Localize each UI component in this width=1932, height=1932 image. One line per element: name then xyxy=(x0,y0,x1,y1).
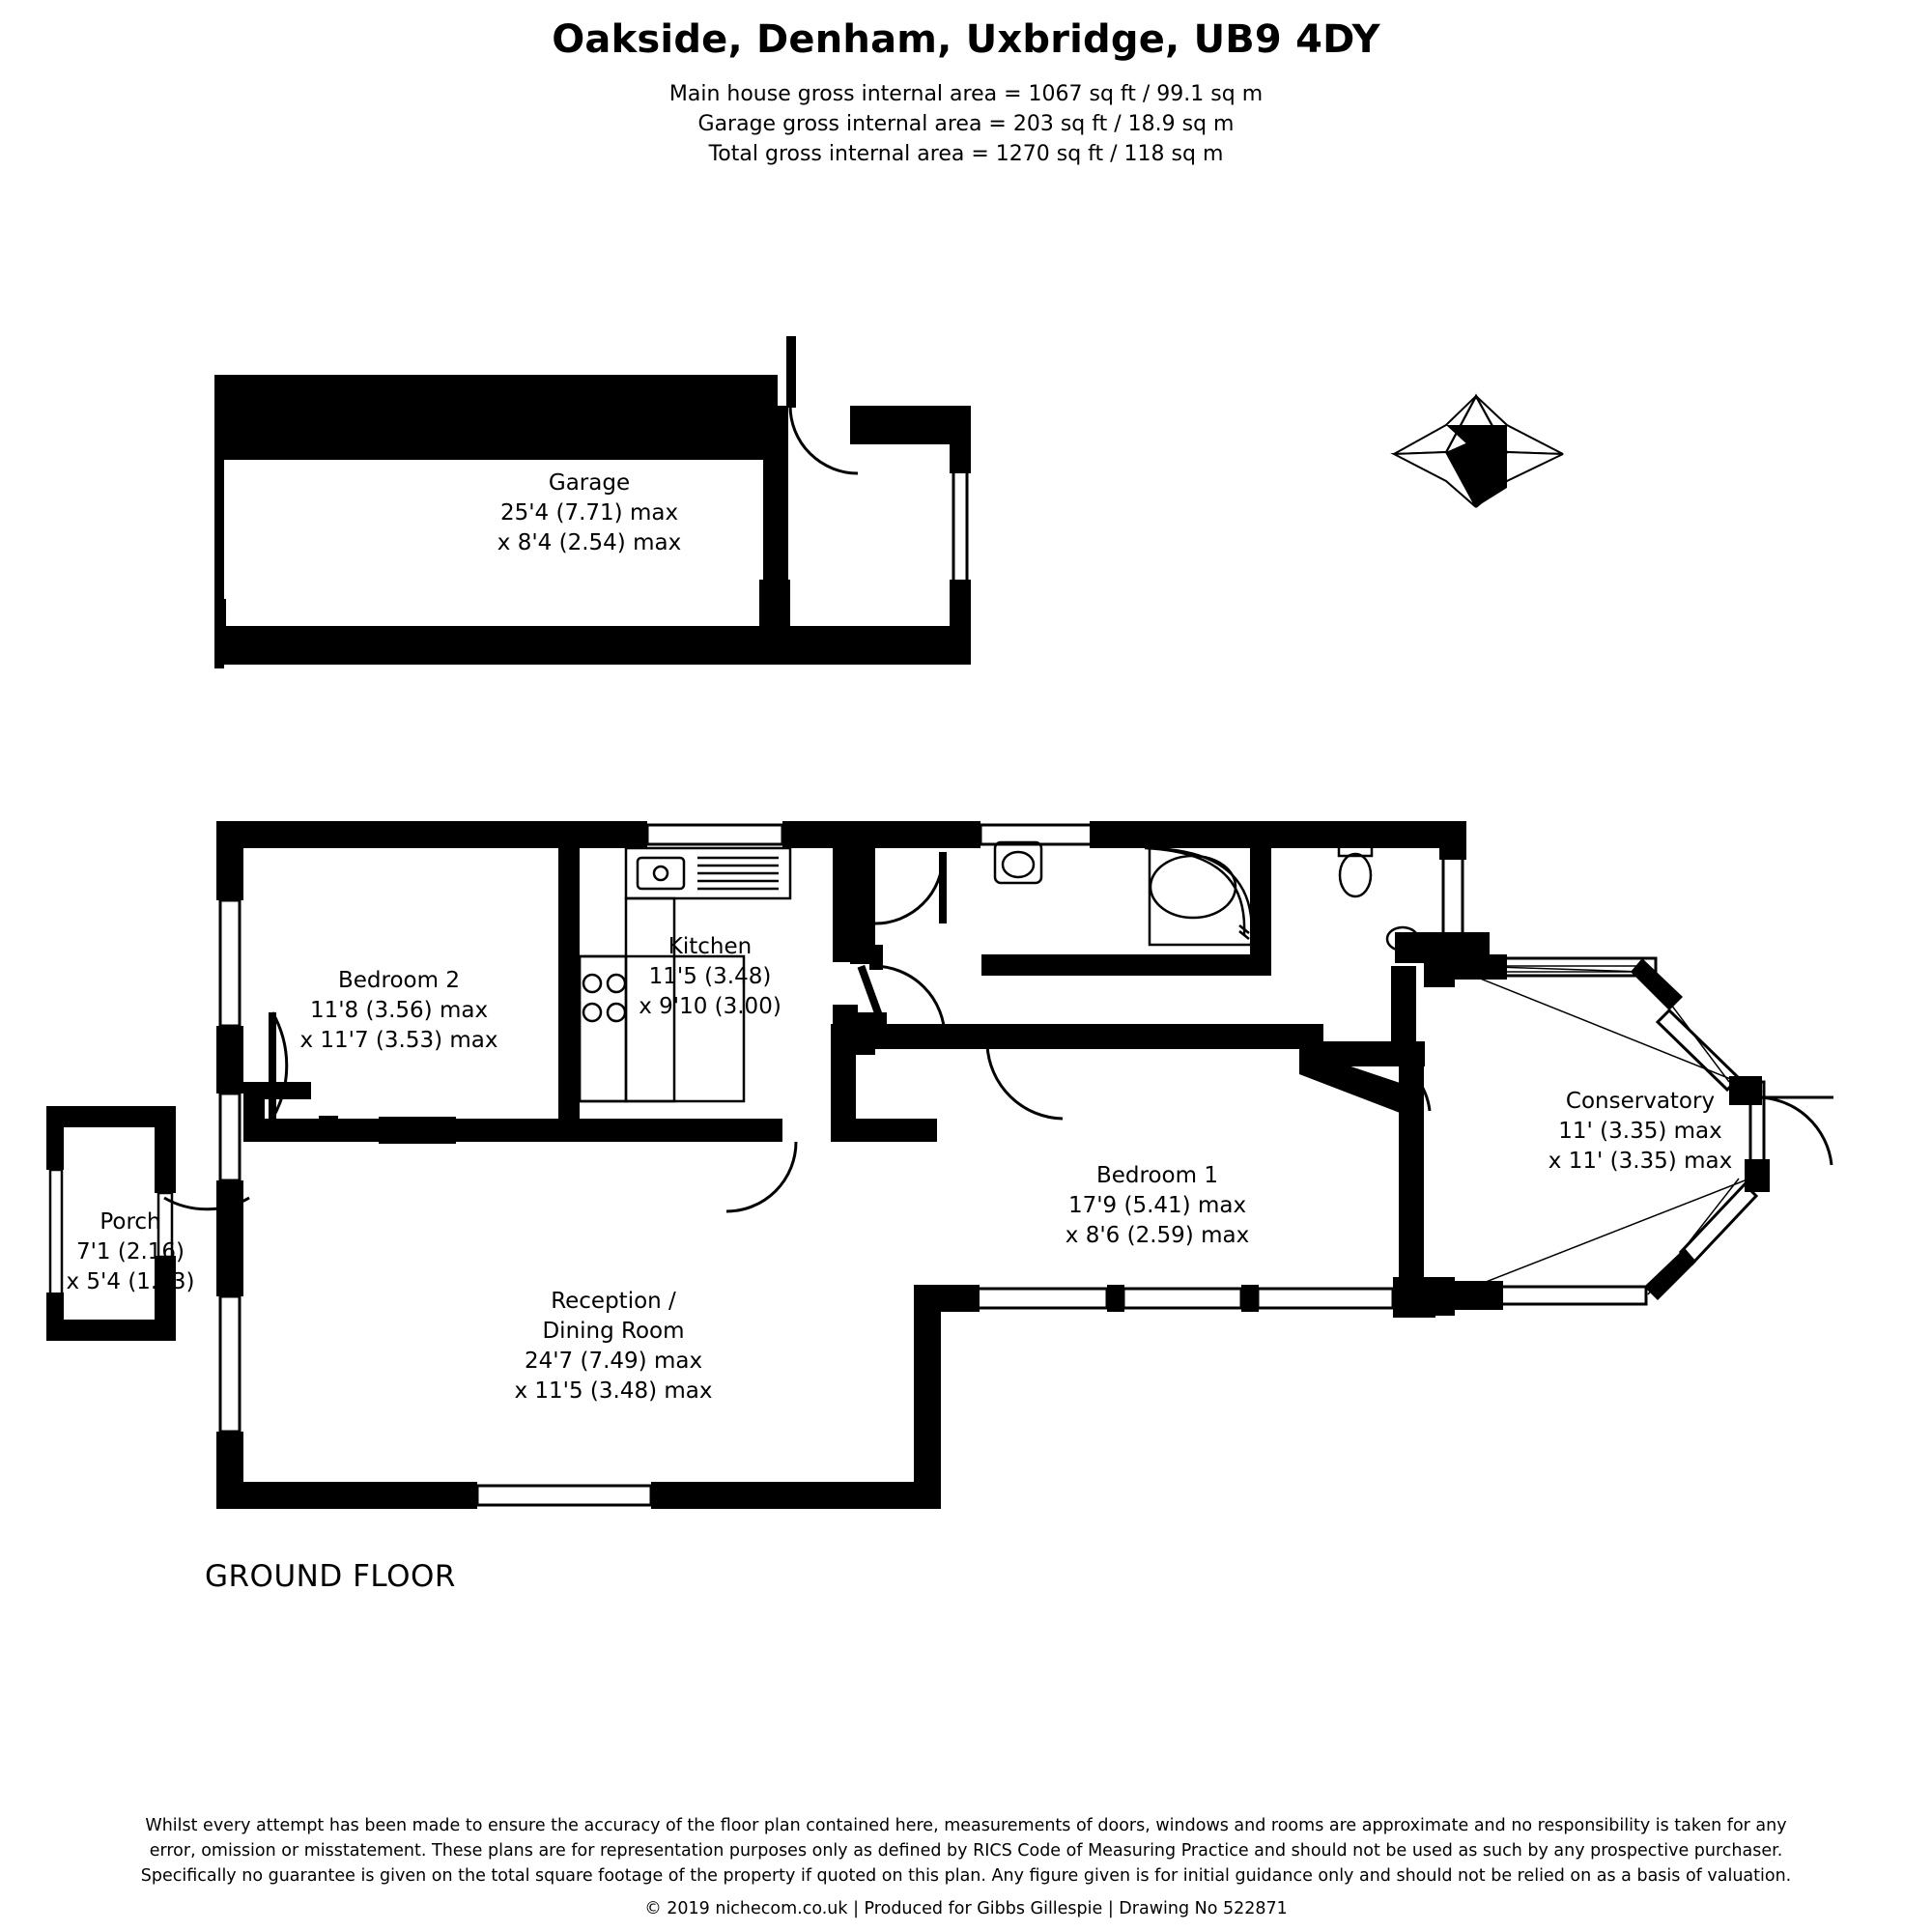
room-dim-1: 11' (3.35) max xyxy=(1558,1119,1722,1144)
room-label-kitchen xyxy=(599,932,821,1022)
room-label-porch xyxy=(34,1208,227,1297)
room-name: Kitchen xyxy=(668,934,753,959)
room-label-bedroom-2 xyxy=(259,966,539,1056)
room-dim-2: x 9'10 (3.00) xyxy=(639,994,781,1019)
room-name: Bedroom 2 xyxy=(338,968,460,993)
bathroom-fixtures xyxy=(995,838,1418,951)
room-name: Garage xyxy=(548,470,631,496)
page-title: Oakside, Denham, Uxbridge, UB9 4DY xyxy=(552,17,1380,62)
floor-caption: GROUND FLOOR xyxy=(205,1559,456,1594)
room-name: Conservatory xyxy=(1565,1089,1716,1114)
room-dim-2: x 11'5 (3.48) max xyxy=(514,1378,713,1404)
room-label-bedroom-1 xyxy=(1012,1161,1302,1251)
room-label-conservatory xyxy=(1495,1087,1785,1177)
room-name-2: Dining Room xyxy=(542,1319,685,1344)
room-dim-2: x 5'4 (1.63) xyxy=(66,1269,195,1294)
room-dim-2: x 11'7 (3.53) max xyxy=(299,1028,498,1053)
room-dim-1: 11'8 (3.56) max xyxy=(309,998,489,1023)
room-label-reception-dining xyxy=(454,1287,773,1406)
disclaimer-line-3: Specifically no guarantee is given on the total square footage of the property if quoted on this plan. Any figure given is for initial guidance only and should not be relied on as a basis of valuation. xyxy=(140,1866,1792,1886)
area-garage: Garage gross internal area = 203 sq ft / 18.9 sq m xyxy=(697,112,1235,136)
compass-north-label: N xyxy=(1464,437,1487,467)
room-dim-1: 11'5 (3.48) xyxy=(648,964,772,989)
disclaimer xyxy=(0,1813,1932,1889)
disclaimer-line-1: Whilst every attempt has been made to ensure the accuracy of the floor plan contained here, measurements of doors, windows and rooms are approximate and no responsibility is taken for any xyxy=(145,1816,1787,1835)
room-dim-1: 25'4 (7.71) max xyxy=(499,500,679,526)
room-name: Bedroom 1 xyxy=(1096,1163,1218,1188)
room-dim-2: x 11' (3.35) max xyxy=(1548,1149,1733,1174)
area-main-house: Main house gross internal area = 1067 sq ft / 99.1 sq m xyxy=(668,82,1264,106)
room-dim-1: 17'9 (5.41) max xyxy=(1067,1193,1247,1218)
room-dim-2: x 8'6 (2.59) max xyxy=(1065,1223,1250,1248)
room-dim-1: 7'1 (2.16) xyxy=(75,1239,185,1264)
room-label-garage xyxy=(444,469,734,558)
room-dim-1: 24'7 (7.49) max xyxy=(524,1349,703,1374)
disclaimer-line-2: error, omission or misstatement. These plans are for representation purposes only as defined by RICS Code of Measuring Practice and should not be used as such by any prospective purchaser. xyxy=(149,1841,1783,1861)
room-name: Reception / xyxy=(551,1289,676,1314)
room-dim-2: x 8'4 (2.54) max xyxy=(497,530,682,555)
copyright-line: © 2019 nichecom.co.uk | Produced for Gibbs Gillespie | Drawing No 522871 xyxy=(644,1899,1288,1918)
room-name: Porch xyxy=(99,1209,161,1235)
area-total: Total gross internal area = 1270 sq ft / 118 sq m xyxy=(708,142,1224,166)
